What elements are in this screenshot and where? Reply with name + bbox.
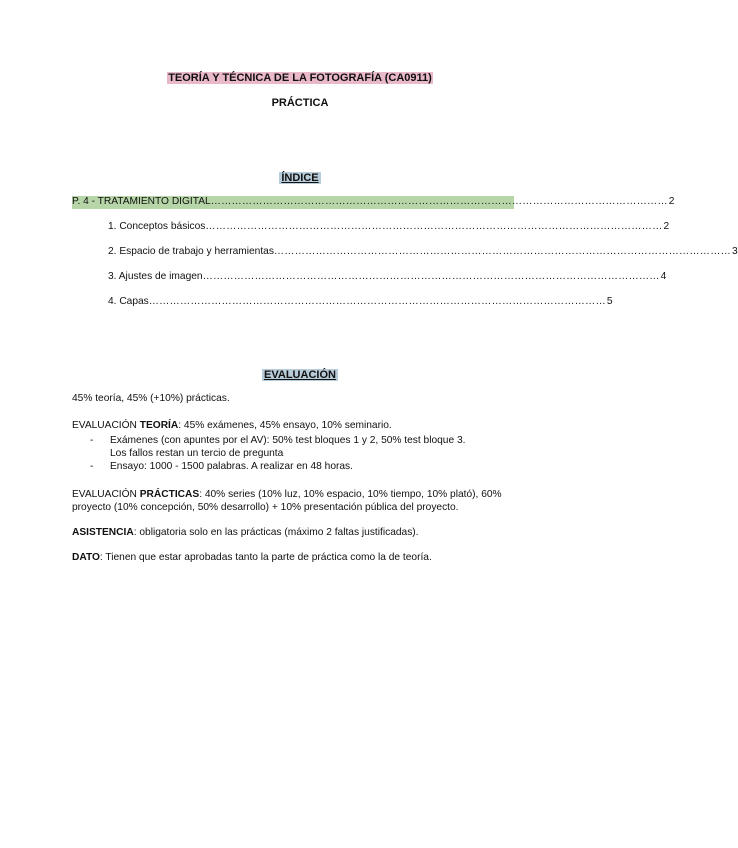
toc-entry-page: 5 — [606, 296, 613, 307]
toc-leader-dots: …………………………………………………………………………………………………………………… — [273, 246, 731, 257]
bullet-dash: - — [90, 461, 94, 472]
toc-leader-dots: …………………………………………………………………………………………………………………… — [205, 221, 663, 232]
evaluation-summary: 45% teoría, 45% (+10%) prácticas. — [72, 393, 230, 404]
toc-entry-label: 4. Capas — [108, 296, 149, 307]
list-item — [72, 434, 542, 460]
data-note: DATO: Tienen que estar aprobadas tanto la parte de práctica como la de teoría. — [72, 552, 432, 563]
toc-entry[interactable] — [72, 296, 613, 309]
toc-entry-label: 2. Espacio de trabajo y herramientas — [108, 246, 274, 257]
toc-leader-dots: …………………………………………………………………………………………………………………… — [148, 296, 606, 307]
theory-evaluation: EVALUACIÓN TEORÍA: 45% exámenes, 45% ensayo, 10% seminario. — [72, 420, 392, 431]
bullet-text: Exámenes (con apuntes por el AV): 50% test bloques 1 y 2, 50% test bloque 3. — [110, 435, 466, 446]
toc-entry-main[interactable] — [72, 196, 675, 209]
list-item — [72, 460, 542, 473]
toc-entry-label: P. 4 - TRATAMIENTO DIGITAL — [72, 196, 211, 207]
bullet-dash: - — [90, 435, 94, 446]
toc-entry-label: 1. Conceptos básicos — [108, 221, 206, 232]
index-heading: ÍNDICE — [281, 172, 319, 184]
toc-entry-label: 3. Ajustes de imagen — [108, 271, 203, 282]
toc-leader-dots: …………………………………………………………………………………………………………………… — [202, 271, 660, 282]
toc-entry-page: 4 — [660, 271, 667, 282]
toc-entry-page: 2 — [663, 221, 670, 232]
toc-leader-dots: …………………………………………………………………………………………………………………… — [210, 196, 668, 207]
practices-evaluation: EVALUACIÓN PRÁCTICAS: 40% series (10% luz, 10% espacio, 10% tiempo, 10% plató), 60% proyecto (10% concepción, 50% desarrollo) + 10% presentación pública del proyecto. — [72, 489, 502, 513]
bullet-text: Ensayo: 1000 - 1500 palabras. A realizar en 48 horas. — [110, 461, 353, 472]
evaluation-heading: EVALUACIÓN — [264, 369, 336, 381]
toc-entry-page: 3 — [731, 246, 738, 257]
theory-bullet-list — [72, 434, 542, 473]
toc-entry[interactable] — [72, 271, 667, 284]
toc-entry[interactable] — [72, 246, 738, 259]
document-title: TEORÍA Y TÉCNICA DE LA FOTOGRAFÍA (CA0911) — [168, 72, 432, 84]
document-subtitle: PRÁCTICA — [271, 97, 329, 109]
toc-entry[interactable] — [72, 221, 670, 234]
bullet-text-continued: Los fallos restan un tercio de pregunta — [110, 448, 284, 459]
toc-entry-page: 2 — [668, 196, 675, 207]
attendance-note: ASISTENCIA: obligatoria solo en las prácticas (máximo 2 faltas justificadas). — [72, 527, 419, 538]
